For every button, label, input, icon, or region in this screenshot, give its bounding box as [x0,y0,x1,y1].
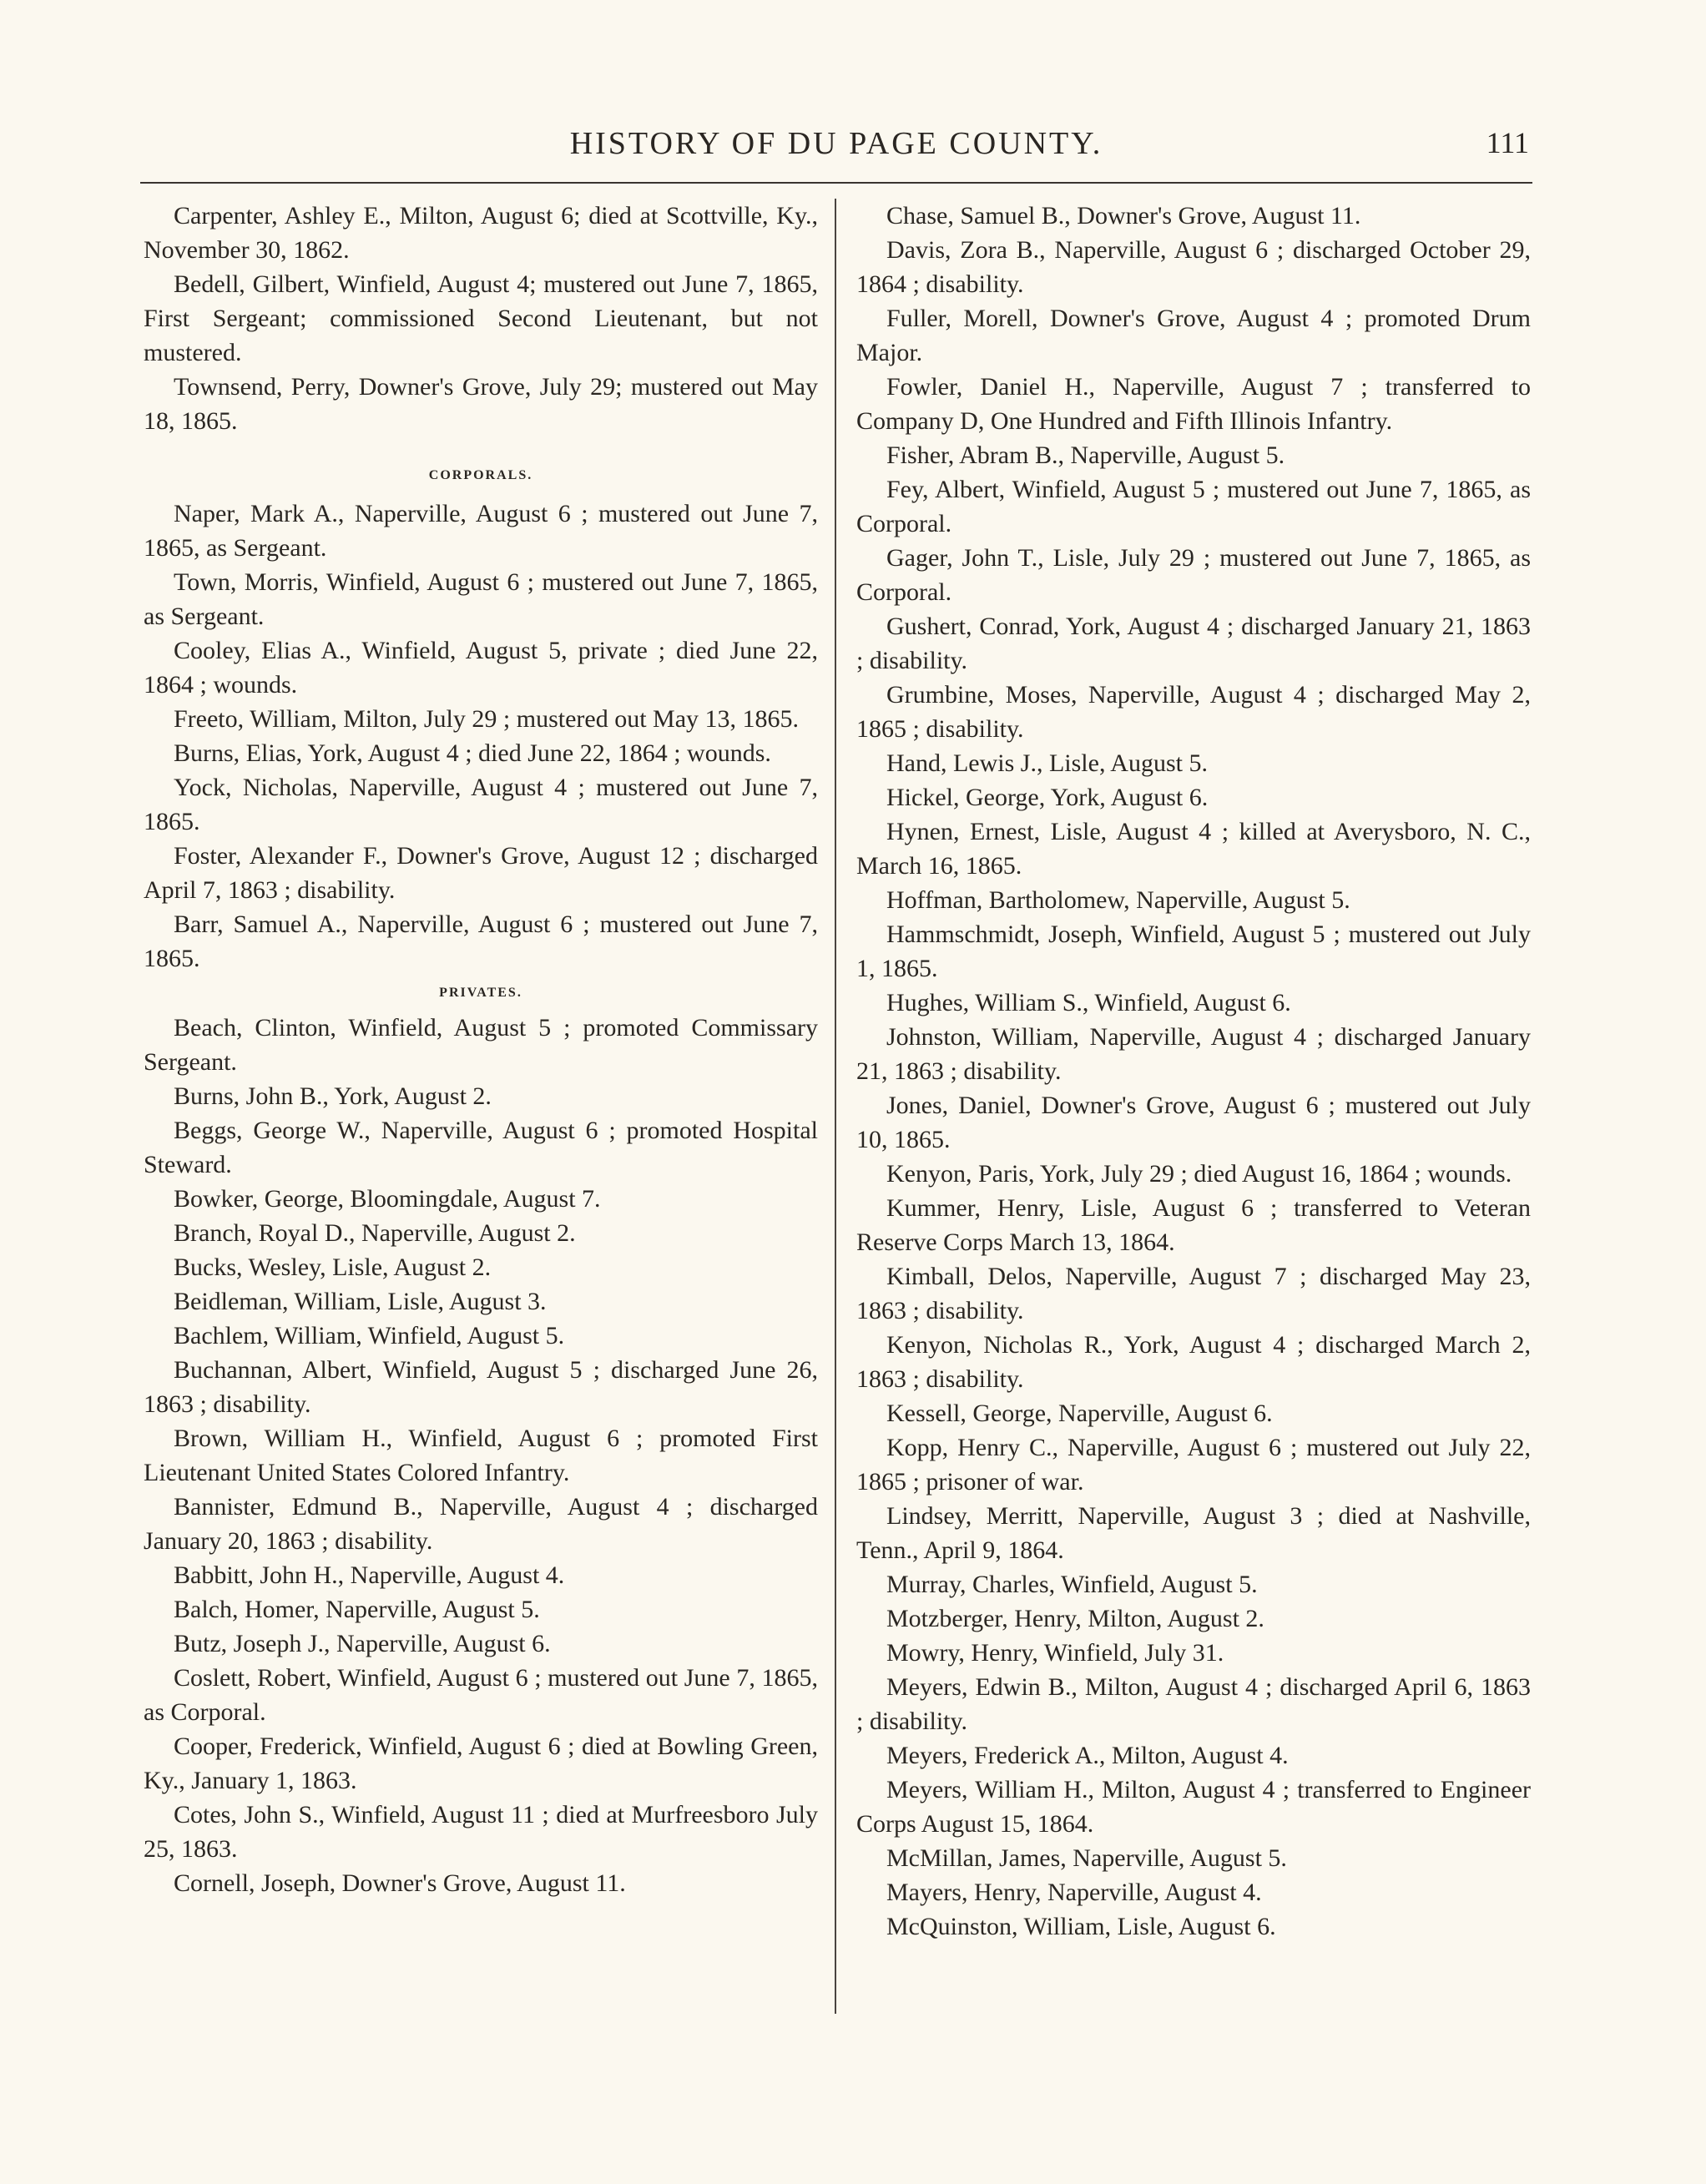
page-number: 111 [1486,126,1529,159]
roster-entry: Bedell, Gilbert, Winfield, August 4; mustered out June 7, 1865, First Sergeant; commissioned Second Lieutenant, but not mustered. [144,270,818,366]
roster-entry: Chase, Samuel B., Downer's Grove, August 11. [886,202,1361,229]
roster-entry: Kopp, Henry C., Naperville, August 6 ; mustered out July 22, 1865 ; prisoner of war. [856,1434,1531,1496]
roster-entry: Butz, Joseph J., Naperville, August 6. [174,1630,551,1657]
right-column [856,199,1531,1944]
roster-entry: Hoffman, Bartholomew, Naperville, August 5. [886,886,1350,914]
roster-entry: Motzberger, Henry, Milton, August 2. [886,1605,1264,1632]
roster-entry: Grumbine, Moses, Naperville, August 4 ; discharged May 2, 1865 ; disability. [856,681,1531,743]
roster-entry: Hughes, William S., Winfield, August 6. [886,989,1291,1016]
roster-entry: Buchannan, Albert, Winfield, August 5 ; discharged June 26, 1863 ; disability. [144,1356,818,1418]
roster-entry: Naper, Mark A., Naperville, August 6 ; mustered out June 7, 1865, as Sergeant. [144,500,818,562]
roster-entry: Gager, John T., Lisle, July 29 ; mustered out June 7, 1865, as Corporal. [856,544,1531,606]
roster-entry: Hand, Lewis J., Lisle, August 5. [886,749,1208,777]
roster-entry: Jones, Daniel, Downer's Grove, August 6 ; mustered out July 10, 1865. [856,1092,1531,1153]
roster-entry: Meyers, William H., Milton, August 4 ; transferred to Engineer Corps August 15, 1864. [856,1776,1531,1838]
roster-entry: Cooper, Frederick, Winfield, August 6 ; died at Bowling Green, Ky., January 1, 1863. [144,1733,818,1794]
column-divider [835,199,836,2014]
roster-entry: Fuller, Morell, Downer's Grove, August 4 ; promoted Drum Major. [856,305,1531,366]
roster-entry: Cooley, Elias A., Winfield, August 5, private ; died June 22, 1864 ; wounds. [144,637,818,699]
roster-entry: Barr, Samuel A., Naperville, August 6 ; mustered out June 7, 1865. [144,910,818,972]
roster-entry: Kenyon, Paris, York, July 29 ; died August 16, 1864 ; wounds. [886,1160,1512,1188]
roster-entry: Fisher, Abram B., Naperville, August 5. [886,441,1285,469]
roster-entry: Freeto, William, Milton, July 29 ; mustered out May 13, 1865. [174,705,800,733]
header-rule [140,182,1532,184]
roster-entry: Townsend, Perry, Downer's Grove, July 29; mustered out May 18, 1865. [144,373,818,435]
roster-entry: Carpenter, Ashley E., Milton, August 6; died at Scottville, Ky., November 30, 1862. [144,202,818,264]
roster-entry: Town, Morris, Winfield, August 6 ; mustered out June 7, 1865, as Sergeant. [144,568,818,630]
roster-entry: Meyers, Edwin B., Milton, August 4 ; discharged April 6, 1863 ; disability. [856,1673,1531,1735]
roster-entry: Meyers, Frederick A., Milton, August 4. [886,1742,1289,1769]
roster-entry: Balch, Homer, Naperville, August 5. [174,1596,540,1623]
roster-entry: Beach, Clinton, Winfield, August 5 ; promoted Commissary Sergeant. [144,1014,818,1076]
roster-entry: Branch, Royal D., Naperville, August 2. [174,1219,576,1247]
roster-entry: Johnston, William, Naperville, August 4 ; discharged January 21, 1863 ; disability. [856,1023,1531,1085]
corporals-heading: CORPORALS. [428,468,533,482]
roster-entry: Coslett, Robert, Winfield, August 6 ; mustered out June 7, 1865, as Corporal. [144,1664,818,1726]
roster-entry: Bannister, Edmund B., Naperville, August 4 ; discharged January 20, 1863 ; disability. [144,1493,818,1555]
roster-entry: Kimball, Delos, Naperville, August 7 ; discharged May 23, 1863 ; disability. [856,1263,1531,1324]
roster-entry: McMillan, James, Naperville, August 5. [886,1844,1287,1872]
roster-entry: Bowker, George, Bloomingdale, August 7. [174,1185,601,1213]
roster-entry: Lindsey, Merritt, Naperville, August 3 ; died at Nashville, Tenn., April 9, 1864. [856,1502,1531,1564]
roster-entry: Burns, John B., York, August 2. [174,1082,492,1110]
roster-entry: Kessell, George, Naperville, August 6. [886,1400,1273,1427]
left-column [144,199,818,1900]
roster-entry: Beggs, George W., Naperville, August 6 ; promoted Hospital Steward. [144,1117,818,1178]
roster-entry: Hickel, George, York, August 6. [886,784,1209,811]
roster-entry: Cotes, John S., Winfield, August 11 ; died at Murfreesboro July 25, 1863. [144,1801,818,1863]
roster-entry: Brown, William H., Winfield, August 6 ; promoted First Lieutenant United States Colored Infantry. [144,1425,818,1486]
roster-entry: Hammschmidt, Joseph, Winfield, August 5 ; mustered out July 1, 1865. [856,921,1531,982]
roster-entry: Cornell, Joseph, Downer's Grove, August 11. [174,1869,626,1897]
roster-entry: Yock, Nicholas, Naperville, August 4 ; mustered out June 7, 1865. [144,774,818,835]
roster-entry: Fowler, Daniel H., Naperville, August 7 ; transferred to Company D, One Hundred and Fifth Illinois Infantry. [856,373,1531,435]
running-head [144,125,1529,175]
roster-entry: Gushert, Conrad, York, August 4 ; discharged January 21, 1863 ; disability. [856,613,1531,674]
roster-entry: Kenyon, Nicholas R., York, August 4 ; discharged March 2, 1863 ; disability. [856,1331,1531,1393]
roster-entry: Foster, Alexander F., Downer's Grove, August 12 ; discharged April 7, 1863 ; disability. [144,842,818,904]
roster-entry: Bucks, Wesley, Lisle, August 2. [174,1253,492,1281]
roster-entry: Davis, Zora B., Naperville, August 6 ; discharged October 29, 1864 ; disability. [856,236,1531,298]
roster-entry: Murray, Charles, Winfield, August 5. [886,1571,1258,1598]
roster-entry: Mayers, Henry, Naperville, August 4. [886,1879,1262,1906]
privates-heading: PRIVATES. [439,986,522,1000]
roster-entry: Kummer, Henry, Lisle, August 6 ; transferred to Veteran Reserve Corps March 13, 1864. [856,1194,1531,1256]
roster-entry: Fey, Albert, Winfield, August 5 ; mustered out June 7, 1865, as Corporal. [856,476,1531,537]
roster-entry: Beidleman, William, Lisle, August 3. [174,1288,547,1315]
roster-entry: Babbitt, John H., Naperville, August 4. [174,1561,565,1589]
roster-entry: Hynen, Ernest, Lisle, August 4 ; killed at Averysboro, N. C., March 16, 1865. [856,818,1531,880]
running-title: HISTORY OF DU PAGE COUNTY. [569,126,1103,161]
roster-entry: Bachlem, William, Winfield, August 5. [174,1322,565,1349]
roster-entry: McQuinston, William, Lisle, August 6. [886,1913,1276,1940]
roster-entry: Mowry, Henry, Winfield, July 31. [886,1639,1224,1667]
roster-entry: Burns, Elias, York, August 4 ; died June 22, 1864 ; wounds. [174,739,771,767]
